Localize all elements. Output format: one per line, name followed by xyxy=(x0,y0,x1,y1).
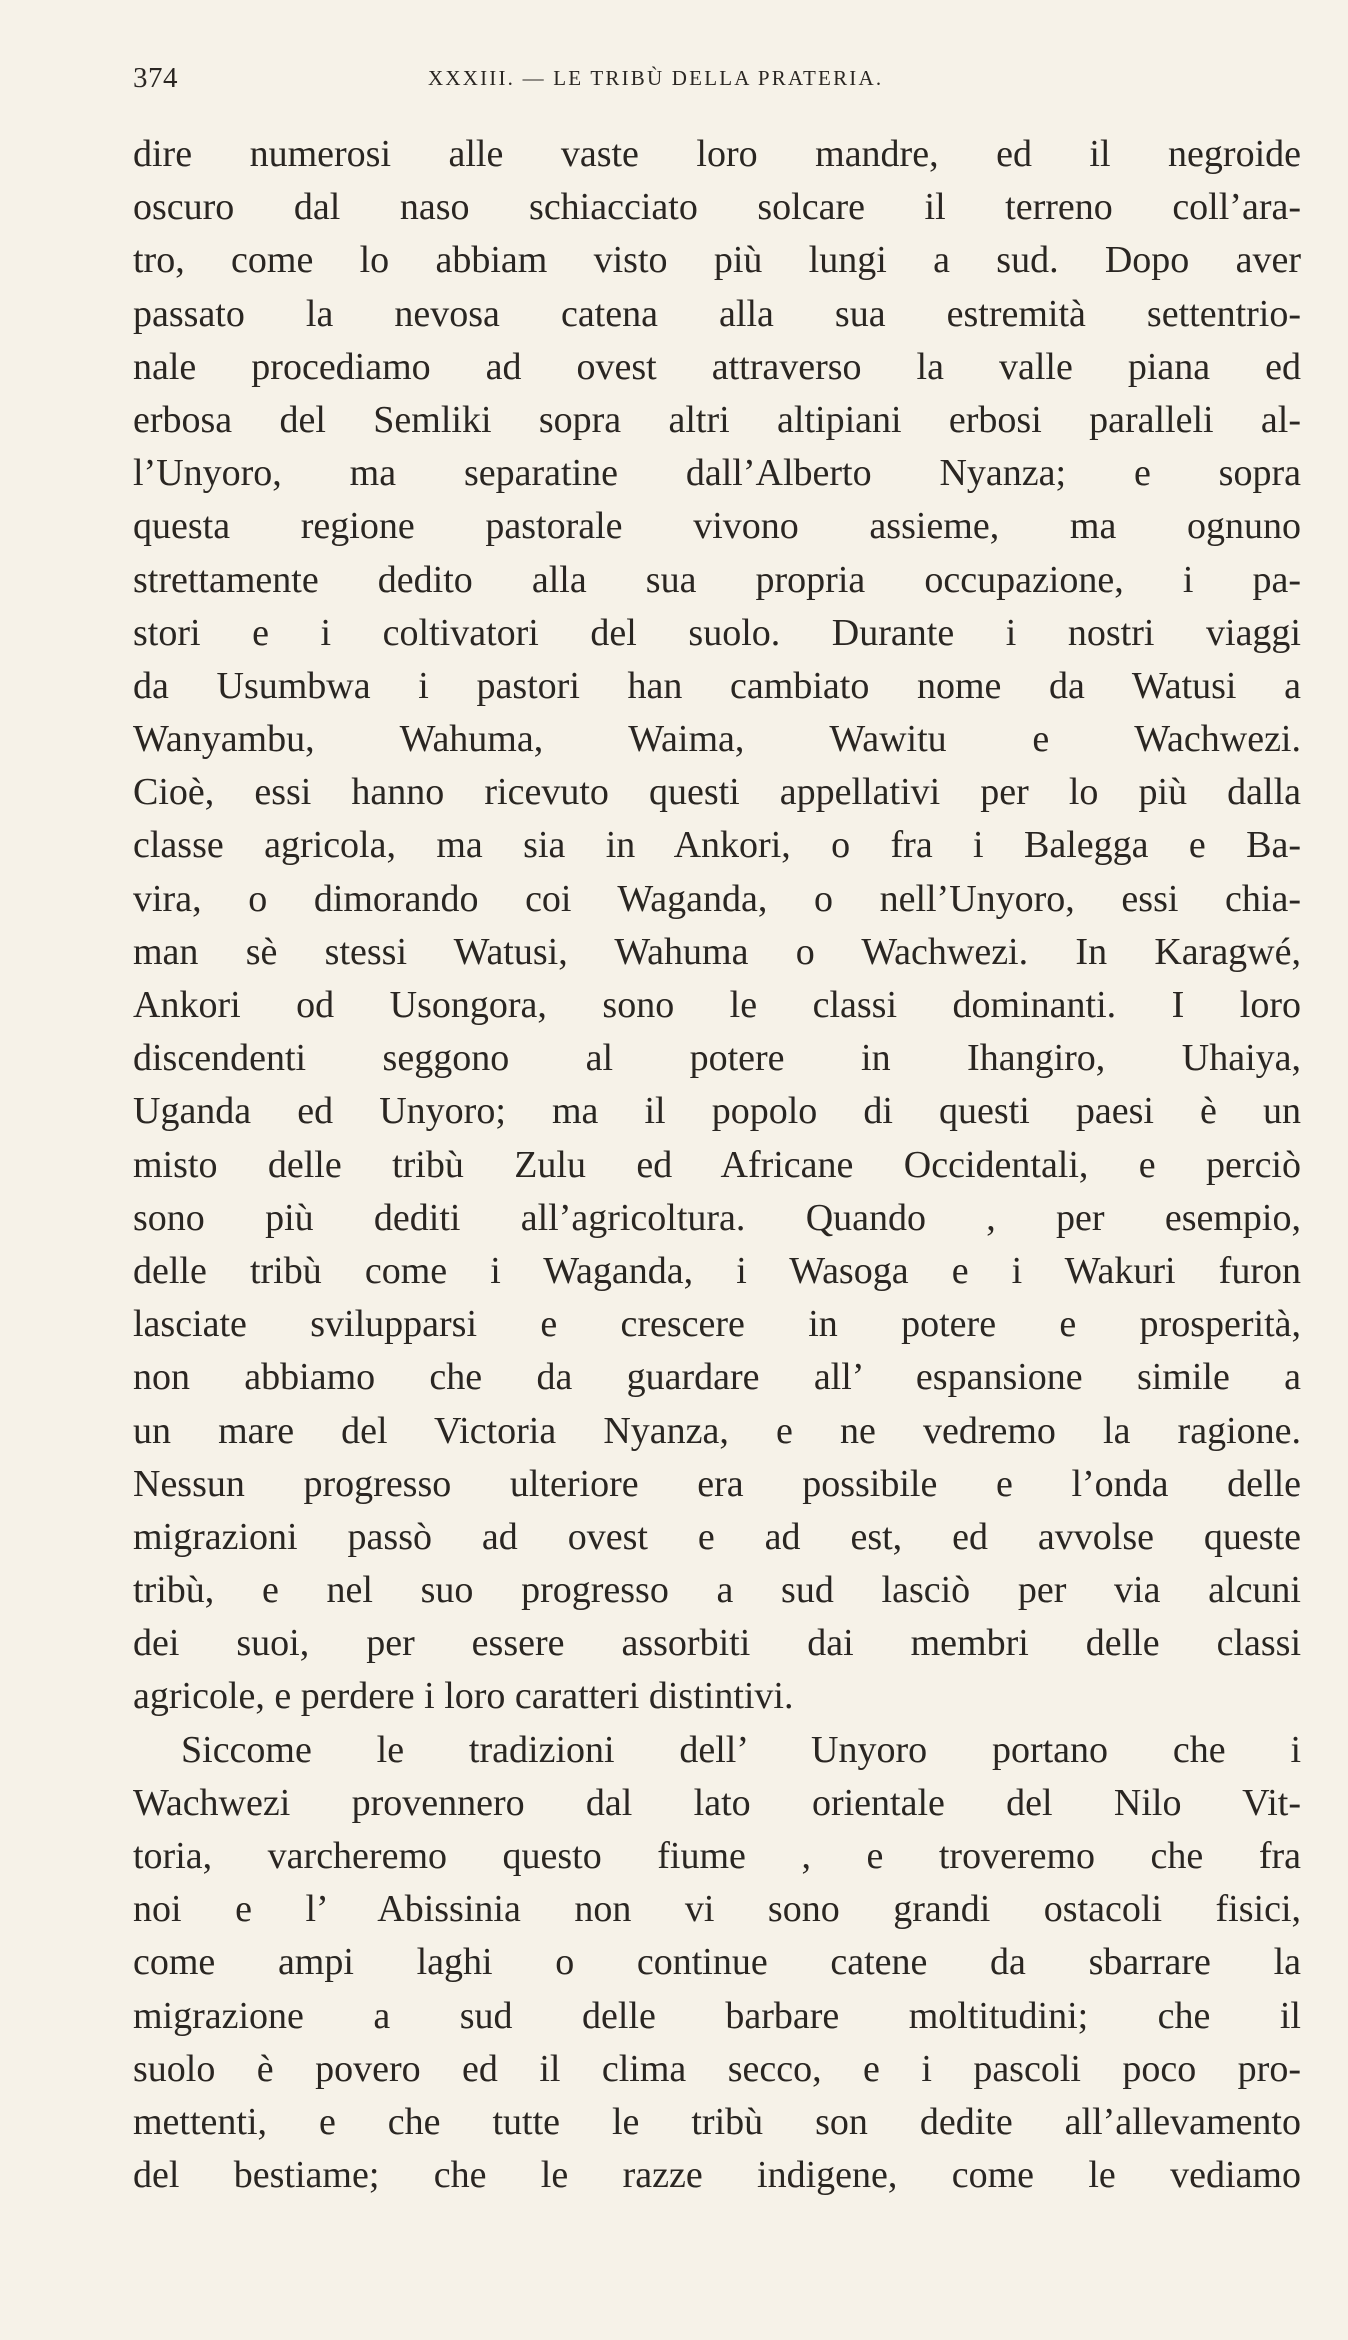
text-line: strettamente dedito alla sua propria occupazione, i pa- xyxy=(133,558,1301,601)
text-line: oscuro dal naso schiacciato solcare il terreno coll’ara- xyxy=(133,186,1301,229)
text-line: migrazioni passò ad ovest e ad est, ed avvolse queste xyxy=(133,1515,1301,1558)
text-line: vira, o dimorando coi Waganda, o nell’Unyoro, essi chia- xyxy=(133,877,1301,920)
text-line: come ampi laghi o continue catene da sbarrare la xyxy=(133,1941,1301,1984)
text-line: Nessun progresso ulteriore era possibile e l’onda delle xyxy=(133,1462,1301,1505)
text-line: agricole, e perdere i loro caratteri distintivi. xyxy=(133,1675,794,1718)
text-line: non abbiamo che da guardare all’ espansione simile a xyxy=(133,1356,1301,1399)
text-line: tribù, e nel suo progresso a sud lasciò per via alcuni xyxy=(133,1569,1301,1612)
text-line: dire numerosi alle vaste loro mandre, ed il negroide xyxy=(133,133,1301,175)
text-line: delle tribù come i Waganda, i Wasoga e i Wakuri furon xyxy=(133,1249,1301,1292)
text-line: dei suoi, per essere assorbiti dai membri delle classi xyxy=(133,1622,1301,1665)
text-line: questa regione pastorale vivono assieme, ma ognuno xyxy=(133,505,1301,548)
text-line: migrazione a sud delle barbare moltitudini; che il xyxy=(133,1994,1301,2037)
text-line: Uganda ed Unyoro; ma il popolo di questi paesi è un xyxy=(133,1090,1301,1133)
text-line: suolo è povero ed il clima secco, e i pascoli poco pro- xyxy=(133,2047,1301,2090)
text-line: classe agricola, ma sia in Ankori, o fra i Balegga e Ba- xyxy=(133,824,1301,867)
text-line: misto delle tribù Zulu ed Africane Occidentali, e perciò xyxy=(133,1143,1301,1186)
text-line: un mare del Victoria Nyanza, e ne vedremo la ragione. xyxy=(133,1409,1301,1452)
text-line: Ankori od Usongora, sono le classi dominanti. I loro xyxy=(133,984,1301,1026)
text-line: lasciate svilupparsi e crescere in potere e prosperità, xyxy=(133,1303,1301,1346)
text-line: erbosa del Semliki sopra altri altipiani erbosi paralleli al- xyxy=(133,398,1301,441)
text-line: toria, varcheremo questo fiume , e troveremo che fra xyxy=(133,1835,1301,1877)
text-line: discendenti seggono al potere in Ihangiro, Uhaiya, xyxy=(133,1037,1301,1080)
running-head xyxy=(133,58,1308,98)
text-line: passato la nevosa catena alla sua estremità settentrio- xyxy=(133,292,1301,335)
chapter-title: XXXIII. — LE TRIBÙ DELLA PRATERIA. xyxy=(428,66,884,90)
text-line: man sè stessi Watusi, Wahuma o Wachwezi. In Karagwé, xyxy=(133,930,1301,973)
text-line: Siccome le tradizioni dell’ Unyoro portano che i xyxy=(181,1728,1301,1771)
page-number: 374 xyxy=(133,62,178,94)
text-line: del bestiame; che le razze indigene, come le vediamo xyxy=(133,2154,1301,2197)
text-line: tro, come lo abbiam visto più lungi a sud. Dopo aver xyxy=(133,239,1301,282)
text-line: Cioè, essi hanno ricevuto questi appellativi per lo più dalla xyxy=(133,771,1301,814)
text-line: stori e i coltivatori del suolo. Durante i nostri viaggi xyxy=(133,611,1301,654)
text-line: Wachwezi provennero dal lato orientale del Nilo Vit- xyxy=(133,1781,1301,1824)
text-line: da Usumbwa i pastori han cambiato nome da Watusi a xyxy=(133,664,1301,707)
text-line: mettenti, e che tutte le tribù son dedite all’allevamento xyxy=(133,2100,1301,2143)
text-line: nale procediamo ad ovest attraverso la valle piana ed xyxy=(133,345,1301,388)
text-line: sono più dediti all’agricoltura. Quando , per esempio, xyxy=(133,1196,1301,1239)
text-line: l’Unyoro, ma separatine dall’Alberto Nyanza; e sopra xyxy=(133,452,1301,495)
text-line: noi e l’ Abissinia non vi sono grandi ostacoli fisici, xyxy=(133,1888,1301,1931)
text-line: Wanyambu, Wahuma, Waima, Wawitu e Wachwezi. xyxy=(133,718,1301,761)
body-text xyxy=(133,128,1301,2202)
